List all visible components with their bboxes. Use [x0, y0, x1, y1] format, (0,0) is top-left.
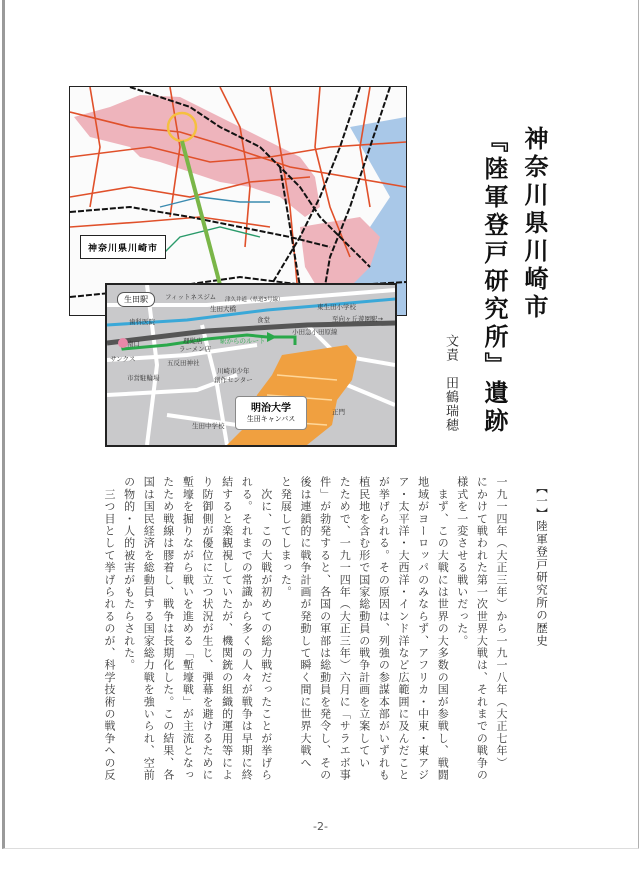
label-route: 駅からのルート: [220, 337, 266, 345]
body-line: たため戦線は膠着し、戦争は長期化した。この結果、各: [161, 476, 175, 781]
label-fitness: フィットネスジム: [165, 293, 217, 301]
body-line: の物的・人的被害がもたらされた。: [122, 476, 136, 672]
ikuta-campus-access-map: [105, 283, 397, 447]
body-line: 地域がヨーロッパのみならず、アフリカ・中東・東アジ: [416, 476, 430, 781]
label-shrine: 五反田神社: [167, 359, 200, 367]
body-line: が挙げられる。その原因は、列強の参謀本部がいずれも: [377, 476, 391, 781]
campus-name: 明治大学: [251, 403, 291, 414]
label-to-station: 至向ヶ丘遊園駅→: [332, 315, 383, 323]
label-center-1: 川崎市少年: [217, 367, 250, 375]
label-main-gate: 正門: [332, 408, 345, 416]
body-line: 植民地を含む形で国家総動員の戦争計画を立案してい: [357, 476, 371, 769]
body-line: 一九一四年（大正三年）から一九一八年（大正七年）: [495, 476, 508, 769]
label-barber: 理髪店: [183, 337, 203, 345]
body-line: 三つ目として挙げられるのが、科学技術の戦争への反: [103, 476, 116, 781]
page-number: -2-: [313, 820, 328, 833]
title-line-1: 神奈川県川崎市: [520, 126, 549, 322]
section-heading: 【一】陸軍登戸研究所の歴史: [535, 482, 549, 648]
body-line: 結すると楽観視していたが、機関銃の組織的運用等によ: [220, 476, 234, 781]
body-line: たためで、一九一四年（大正三年）六月に「サラエボ事: [338, 476, 352, 781]
title-line-2: 『陸軍登戸研究所』遺跡: [480, 128, 509, 436]
body-line: ア・太平洋・大西洋・インド洋など広範囲に及んだこと: [397, 476, 410, 781]
label-south-exit: 南口: [127, 340, 140, 348]
body-line: 次に、この大戦が初めての総力戦だったことが挙げら: [259, 476, 273, 781]
railway-map-graphic: [70, 87, 406, 315]
byline: 文責 田鶴瑞穂: [443, 334, 458, 432]
body-line: 塹壕を掘りながら戦いを進める「塹壕戦」が主流となっ: [181, 476, 195, 781]
label-road: 津久井道（県道3号線）: [225, 297, 284, 303]
document-page: [2, 0, 639, 849]
campus-label-box: [235, 396, 307, 430]
body-line: り防御側が優位に立つ状況が生じ、弾幕を避けるために: [201, 476, 214, 781]
label-railway: 小田急小田原線: [292, 328, 338, 336]
station-label: 生田駅: [117, 292, 155, 307]
label-bike-parking: 市営駐輪場: [127, 374, 160, 382]
campus-area: [227, 345, 357, 445]
body-line: にかけて戦われた第一次世界大戦は、それまでの戦争の: [475, 476, 489, 781]
body-line: 後は連鎖的に戦争計画が発動して瞬く間に世界大戦へ: [299, 476, 312, 769]
label-dental: 歯科医院: [129, 318, 155, 326]
body-line: れる。それまでの常識から多くの人々が戦争は早期に終: [240, 476, 254, 781]
label-sunkus: サンクス: [110, 355, 136, 363]
body-line: 件」が勃発すると、各国の軍部は総動員を発令し、その: [318, 476, 332, 781]
map-region-label: 神奈川県川崎市: [80, 235, 166, 259]
label-ramen: ラーメン店: [179, 345, 212, 353]
body-line: 国は国民経済を総動員する国家総力戦を強いられ、空前: [142, 476, 156, 781]
label-school-east: 東生田小学校: [317, 303, 356, 311]
route-arrow: [267, 332, 277, 342]
body-line: 様式を一変させる戦いだった。: [455, 476, 469, 647]
label-cafeteria: 食堂: [257, 316, 270, 324]
label-junior-high: 生田中学校: [192, 422, 225, 430]
campus-sub: 生田キャンパス: [246, 415, 296, 423]
body-line: まず、この大戦には世界の大多数の国が参戦し、戦闘: [436, 476, 450, 781]
kawasaki-railway-map: [69, 86, 407, 316]
label-center-2: 創作センター: [214, 376, 253, 384]
label-bridge: 生田大橋: [210, 305, 236, 313]
body-line: と発展してしまった。: [279, 476, 293, 598]
